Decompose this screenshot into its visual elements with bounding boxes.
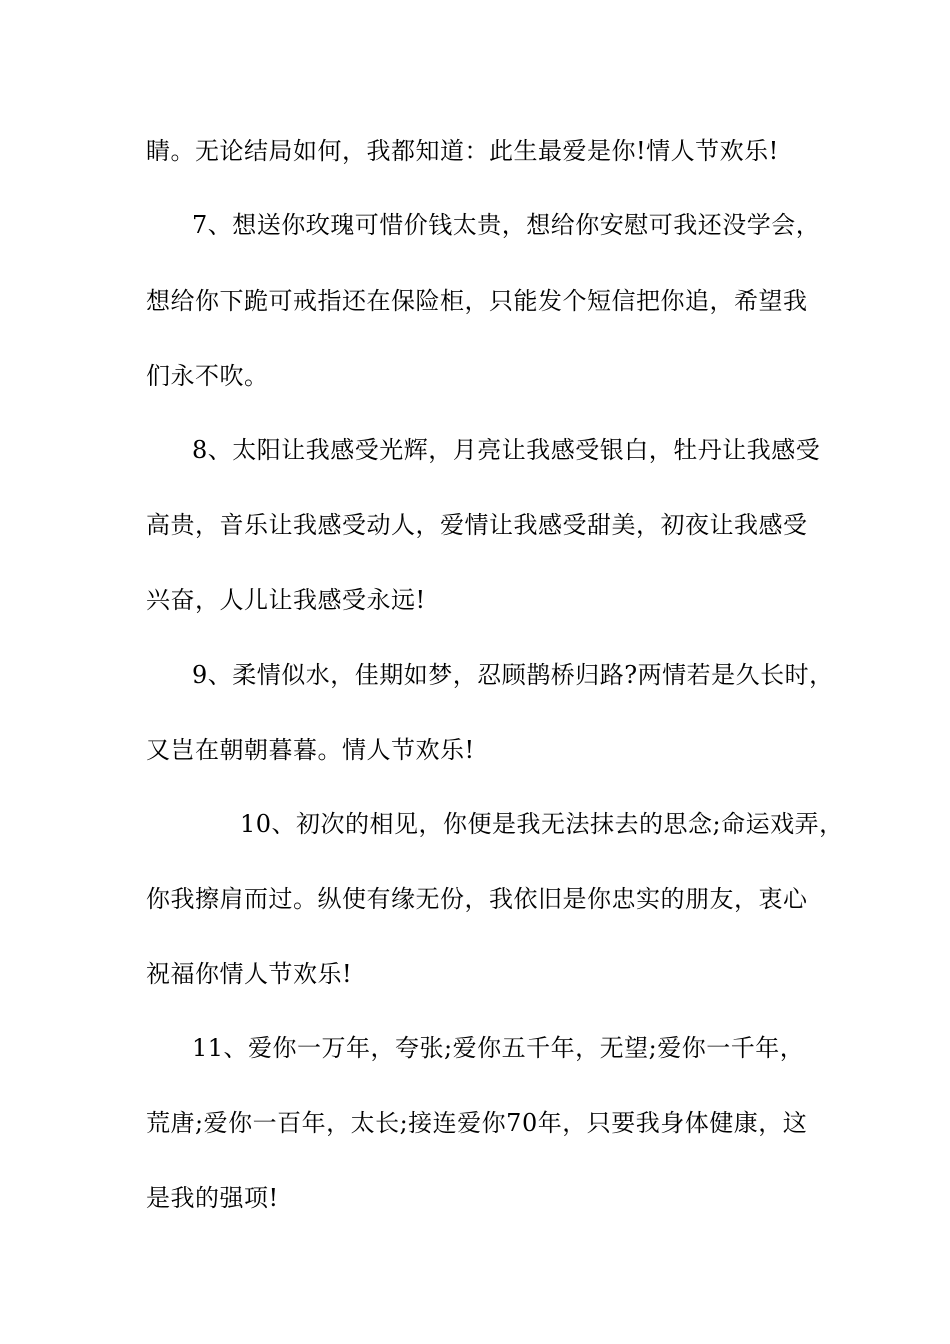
text-line: 荒唐;爱你一百年，太长;接连爱你70年，只要我身体健康，这 — [146, 1109, 808, 1137]
text-line: 9、柔情似水，佳期如梦，忍顾鹊桥归路?两情若是久长时， — [192, 661, 834, 689]
text-line: 10、初次的相见，你便是我无法抹去的思念;命运戏弄， — [240, 810, 844, 838]
text-line: 11、爱你一万年，夸张;爱你五千年，无望;爱你一千年， — [192, 1034, 805, 1062]
text-line: 你我擦肩而过。纵使有缘无份，我依旧是你忠实的朋友，衷心 — [146, 885, 808, 913]
text-line: 8、太阳让我感受光辉，月亮让我感受银白，牡丹让我感受 — [192, 436, 821, 464]
text-line: 睛。无论结局如何，我都知道：此生最爱是你!情人节欢乐! — [146, 137, 779, 165]
text-line: 又岂在朝朝暮暮。情人节欢乐! — [146, 736, 475, 764]
text-line: 们永不吹。 — [146, 362, 269, 390]
text-line: 兴奋，人儿让我感受永远! — [146, 586, 426, 614]
text-line: 想给你下跪可戒指还在保险柜，只能发个短信把你追，希望我 — [146, 287, 808, 315]
text-line: 7、想送你玫瑰可惜价钱太贵，想给你安慰可我还没学会， — [192, 211, 821, 239]
text-line: 是我的强项! — [146, 1184, 279, 1212]
text-line: 高贵，音乐让我感受动人，爱情让我感受甜美，初夜让我感受 — [146, 511, 808, 539]
text-line: 祝福你情人节欢乐! — [146, 960, 353, 988]
